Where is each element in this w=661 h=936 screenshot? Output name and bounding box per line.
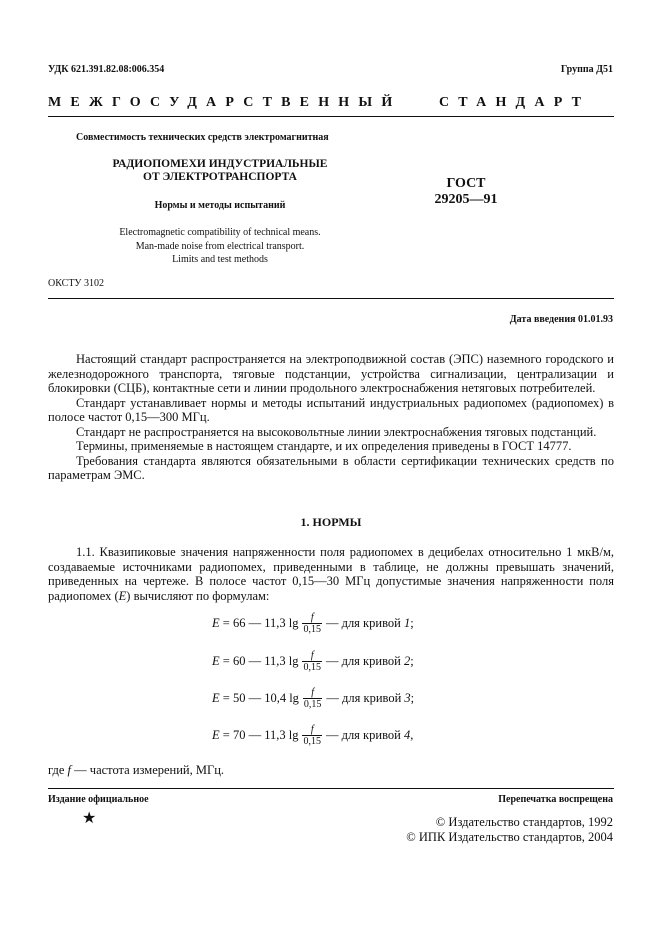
english-title — [92, 226, 348, 267]
fraction-denominator: 0,15 — [303, 624, 321, 635]
document-title — [92, 158, 348, 184]
curve-number: 2 — [403, 654, 411, 668]
formula-curve-4 — [212, 724, 413, 747]
reprint-prohibited: Перепечатка воспрещена — [498, 794, 613, 805]
paragraph-requirements: Требования стандарта являются обязательными в области сертификации технических средств по параметрам ЭМС. — [48, 453, 614, 482]
official-edition: Издание официальное — [48, 794, 149, 805]
formula-tail: — для кривой — [325, 654, 401, 668]
paragraph-scope: Настоящий стандарт распространяется на электроподвижной состав (ЭПС) наземного городского и железнодорожного транспорта, тяговые подстанции, устройства сигнализации, централизации и блокировки (СЦБ), контактные сети и линии продольного электроснабжения нетяговых потребителей. — [48, 352, 614, 395]
fraction-numerator: f — [311, 687, 315, 698]
footer-rule — [48, 788, 614, 789]
formula-expression: = 70 — 11,3 lg — [222, 728, 299, 742]
banner-interstate: МЕЖГОСУДАРСТВЕННЫЙ — [48, 95, 402, 110]
header-rule — [48, 116, 614, 117]
copyright-1992: © Издательство стандартов, 1992 — [435, 815, 613, 829]
fraction-denominator: 0,15 — [303, 699, 322, 710]
okstu-rule — [48, 298, 614, 299]
okstu-code: ОКСТУ 3102 — [48, 278, 105, 289]
formula-tail: — для кривой — [326, 691, 402, 705]
english-title-line-1: Electromagnetic compatibility of technical means. — [119, 227, 321, 238]
clause-1-1 — [48, 545, 614, 603]
curve-number: 1 — [403, 616, 411, 630]
where-text: — частота измерений, МГц. — [74, 763, 225, 777]
formula-tail: — для кривой — [325, 616, 401, 630]
copyright-block — [406, 815, 613, 845]
formula-fraction — [303, 687, 323, 710]
paragraph-purpose: Стандарт устанавливает нормы и методы испытаний индустриальных радиопомех (радиопомех) в полосе частот 0,15—300 МГц. — [48, 395, 614, 424]
formula-fraction — [302, 650, 322, 673]
udk-code: УДК 621.391.82.08:006.354 — [48, 64, 165, 75]
formula-lhs: E — [212, 616, 220, 630]
copyright-2004: © ИПК Издательство стандартов, 2004 — [406, 830, 613, 844]
formula-curve-1 — [212, 612, 414, 635]
formula-expression: = 50 — 10,4 lg — [222, 691, 299, 705]
formula-tail: — для кривой — [325, 728, 401, 742]
gost-designation — [414, 176, 518, 208]
fraction-numerator: f — [310, 724, 314, 735]
paragraph-exclusion: Стандарт не распространяется на высоковольтные линии электроснабжения тяговых подстанций. — [76, 424, 597, 439]
formula-end: ; — [410, 654, 414, 668]
group-code: Группа Д51 — [560, 64, 613, 75]
series-title: Совместимость технических средств электромагнитная — [76, 132, 329, 143]
formula-lhs: E — [212, 691, 220, 705]
formula-lhs: E — [212, 728, 220, 742]
fraction-denominator: 0,15 — [303, 736, 321, 747]
document-subtitle: Нормы и методы испытаний — [154, 200, 286, 211]
english-title-line-2: Man-made noise from electrical transport. — [135, 240, 305, 252]
clause-1-1-text — [48, 545, 614, 603]
clause-text-a: 1.1. Квазипиковые значения напряженности поля радиопомех в децибелах относительно 1 мкВ/м, создаваемые источниками радиопомех, приведенными в таблице, не должны превышать значений, приведенных на чертеже. В полосе частот 0,15—30 МГц допустимые значения напряженности поля радиопомех ( — [48, 545, 614, 603]
where-variable: f — [67, 763, 72, 777]
fraction-numerator: f — [310, 612, 314, 623]
banner-standard: СТАНДАРТ — [439, 95, 591, 110]
clause-variable: E — [118, 588, 127, 603]
paragraph-terms: Термины, применяемые в настоящем стандарте, и их определения приведены в ГОСТ 14777. — [76, 439, 572, 453]
where-prefix: где — [48, 763, 65, 777]
star-icon: ★ — [82, 810, 97, 827]
fraction-numerator: f — [310, 650, 314, 661]
gost-number: 29205—91 — [434, 192, 498, 207]
where-clause — [48, 763, 224, 778]
formula-end: , — [410, 728, 414, 742]
scope-section — [48, 352, 614, 483]
formula-fraction — [302, 612, 322, 635]
formula-curve-2 — [212, 650, 414, 673]
curve-number: 4 — [403, 728, 411, 742]
english-title-line-3: Limits and test methods — [172, 254, 268, 265]
section-heading: 1. НОРМЫ — [300, 515, 362, 529]
formula-expression: = 60 — 11,3 lg — [222, 654, 299, 668]
introduction-date: Дата введения 01.01.93 — [509, 314, 613, 325]
title-line-2: ОТ ЭЛЕКТРОТРАНСПОРТА — [143, 171, 297, 183]
formula-curve-3 — [212, 687, 414, 710]
gost-label: ГОСТ — [446, 176, 486, 191]
fraction-denominator: 0,15 — [303, 662, 321, 673]
curve-number: 3 — [404, 691, 411, 705]
formula-lhs: E — [212, 654, 220, 668]
formula-fraction — [302, 724, 322, 747]
formula-expression: = 66 — 11,3 lg — [222, 616, 299, 630]
clause-text-b: ) вычисляют по формулам: — [126, 588, 270, 603]
formula-end: ; — [410, 691, 415, 705]
formula-end: ; — [410, 616, 414, 630]
title-line-1: РАДИОПОМЕХИ ИНДУСТРИАЛЬНЫЕ — [112, 158, 328, 170]
